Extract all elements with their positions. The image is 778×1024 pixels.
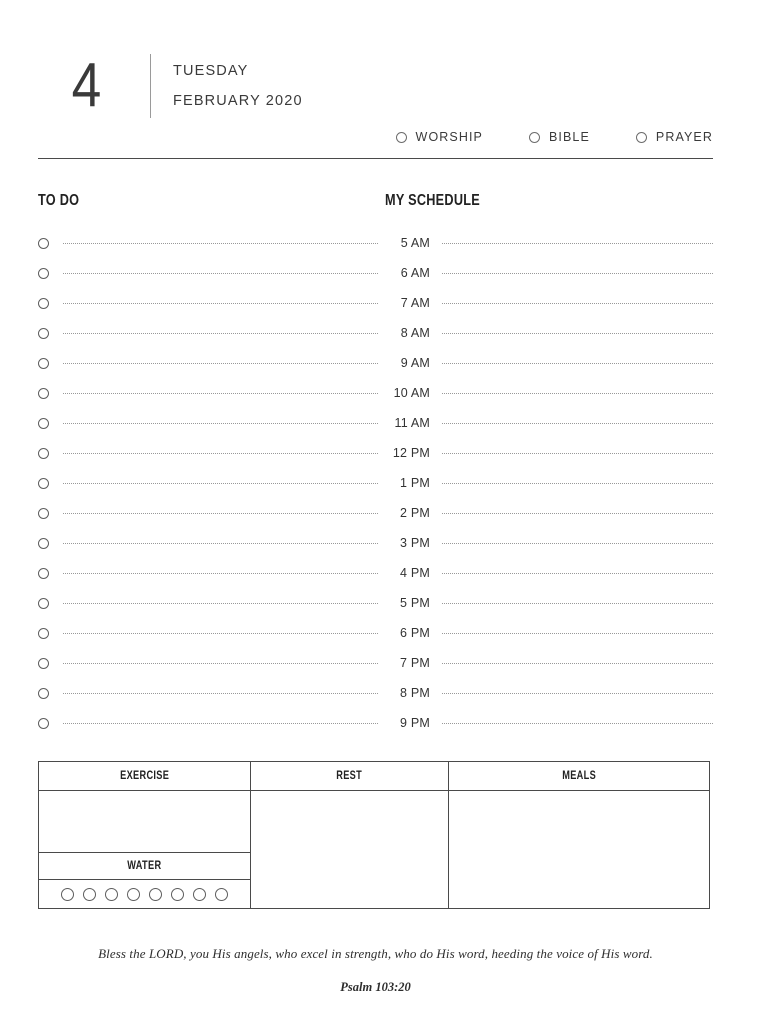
schedule-write-line[interactable] [442, 513, 713, 514]
circle-checkbox-icon[interactable] [636, 132, 647, 143]
todo-write-line[interactable] [63, 723, 378, 724]
todo-row[interactable] [38, 618, 378, 648]
water-tracker [39, 880, 250, 908]
todo-row[interactable] [38, 678, 378, 708]
circle-checkbox-icon[interactable] [38, 508, 49, 519]
todo-row[interactable] [38, 528, 378, 558]
circle-checkbox-icon[interactable] [38, 298, 49, 309]
schedule-row[interactable] [382, 348, 713, 378]
schedule-write-line[interactable] [442, 273, 713, 274]
circle-checkbox-icon[interactable] [396, 132, 407, 143]
schedule-time-label: 9 PM [400, 716, 430, 730]
schedule-time-label: 7 PM [400, 656, 430, 670]
circle-checkbox-icon[interactable] [38, 388, 49, 399]
todo-write-line[interactable] [63, 543, 378, 544]
schedule-write-line[interactable] [442, 543, 713, 544]
header-date-labels [173, 63, 303, 109]
schedule-row[interactable] [382, 528, 713, 558]
todo-row[interactable] [38, 558, 378, 588]
schedule-time-label: 4 PM [400, 566, 430, 580]
todo-write-line[interactable] [63, 573, 378, 574]
todo-write-line[interactable] [63, 453, 378, 454]
devotion-label: PRAYER [655, 130, 713, 144]
circle-checkbox-icon[interactable] [38, 718, 49, 729]
schedule-row[interactable] [382, 708, 713, 738]
schedule-time-label: 8 PM [400, 686, 430, 700]
rest-label: REST [336, 770, 363, 782]
circle-checkbox-icon[interactable] [529, 132, 540, 143]
water-circle-icon[interactable] [83, 888, 96, 901]
circle-checkbox-icon[interactable] [38, 688, 49, 699]
todo-row[interactable] [38, 228, 378, 258]
todo-write-line[interactable] [63, 483, 378, 484]
schedule-write-line[interactable] [442, 303, 713, 304]
water-circle-icon[interactable] [215, 888, 228, 901]
water-circle-icon[interactable] [149, 888, 162, 901]
schedule-time-label: 8 AM [400, 326, 430, 340]
schedule-write-line[interactable] [442, 363, 713, 364]
schedule-time-label: 5 AM [400, 236, 430, 250]
exercise-input-area[interactable] [39, 791, 250, 852]
schedule-time-label: 6 PM [400, 626, 430, 640]
todo-write-line[interactable] [63, 663, 378, 664]
meals-label: MEALS [562, 770, 596, 782]
schedule-row[interactable] [382, 378, 713, 408]
water-circle-icon[interactable] [193, 888, 206, 901]
schedule-write-line[interactable] [442, 723, 713, 724]
todo-write-line[interactable] [63, 393, 378, 394]
rest-input-area[interactable] [251, 791, 448, 908]
schedule-row[interactable] [382, 678, 713, 708]
schedule-write-line[interactable] [442, 603, 713, 604]
schedule-time-label: 9 AM [400, 356, 430, 370]
todo-write-line[interactable] [63, 363, 378, 364]
schedule-row[interactable] [382, 438, 713, 468]
schedule-time-label: 7 AM [400, 296, 430, 310]
schedule-row[interactable] [382, 618, 713, 648]
circle-checkbox-icon[interactable] [38, 448, 49, 459]
exercise-label: EXERCISE [119, 770, 170, 782]
todo-write-line[interactable] [63, 243, 378, 244]
todo-write-line[interactable] [63, 603, 378, 604]
todo-row[interactable] [38, 588, 378, 618]
water-label: WATER [127, 860, 162, 872]
circle-checkbox-icon[interactable] [38, 358, 49, 369]
schedule-time-label: 11 AM [394, 416, 430, 430]
schedule-row[interactable] [382, 318, 713, 348]
todo-row[interactable] [38, 288, 378, 318]
circle-checkbox-icon[interactable] [38, 628, 49, 639]
todo-heading: TO DO [38, 192, 80, 209]
todo-row[interactable] [38, 378, 378, 408]
schedule-write-line[interactable] [442, 483, 713, 484]
tracker-column-exercise [39, 762, 251, 908]
schedule-time-label: 3 PM [400, 536, 430, 550]
circle-checkbox-icon[interactable] [38, 238, 49, 249]
water-circle-icon[interactable] [171, 888, 184, 901]
water-circle-icon[interactable] [61, 888, 74, 901]
schedule-time-label: 5 PM [400, 596, 430, 610]
circle-checkbox-icon[interactable] [38, 478, 49, 489]
devotion-checklist [38, 130, 713, 144]
exercise-header [39, 762, 250, 791]
devotion-item-worship[interactable] [396, 130, 483, 144]
meals-input-area[interactable] [449, 791, 709, 908]
schedule-time-label: 1 PM [400, 476, 430, 490]
schedule-write-line[interactable] [442, 393, 713, 394]
circle-checkbox-icon[interactable] [38, 538, 49, 549]
todo-row[interactable] [38, 258, 378, 288]
schedule-write-line[interactable] [442, 693, 713, 694]
todo-row[interactable] [38, 348, 378, 378]
schedule-heading: MY SCHEDULE [385, 192, 480, 209]
todo-write-line[interactable] [63, 333, 378, 334]
devotion-item-prayer[interactable] [636, 130, 713, 144]
todo-list [38, 228, 378, 738]
month-year-label: FEBRUARY 2020 [173, 93, 303, 109]
circle-checkbox-icon[interactable] [38, 418, 49, 429]
circle-checkbox-icon[interactable] [38, 568, 49, 579]
todo-row[interactable] [38, 648, 378, 678]
schedule-row[interactable] [382, 648, 713, 678]
circle-checkbox-icon[interactable] [38, 328, 49, 339]
footer [38, 946, 713, 995]
schedule-time-label: 12 PM [392, 446, 430, 460]
todo-row[interactable] [38, 438, 378, 468]
schedule-row[interactable] [382, 558, 713, 588]
schedule-write-line[interactable] [442, 453, 713, 454]
weekday-label: TUESDAY [173, 63, 249, 79]
schedule-write-line[interactable] [442, 333, 713, 334]
day-number: 4 [71, 51, 101, 120]
schedule-time-label: 10 AM [393, 386, 430, 400]
todo-write-line[interactable] [63, 693, 378, 694]
todo-write-line[interactable] [63, 273, 378, 274]
tracker-column-meals [449, 762, 709, 908]
header-rule [38, 158, 713, 159]
devotion-label: WORSHIP [415, 130, 483, 144]
schedule-time-label: 2 PM [400, 506, 430, 520]
todo-write-line[interactable] [63, 303, 378, 304]
scripture-citation: Psalm 103:20 [340, 980, 411, 994]
circle-checkbox-icon[interactable] [38, 658, 49, 669]
water-header [39, 852, 250, 880]
tracker-column-rest [251, 762, 449, 908]
todo-write-line[interactable] [63, 423, 378, 424]
schedule-row[interactable] [382, 588, 713, 618]
devotion-item-bible[interactable] [529, 130, 590, 144]
rest-header [251, 762, 448, 791]
water-circle-icon[interactable] [127, 888, 140, 901]
circle-checkbox-icon[interactable] [38, 598, 49, 609]
water-circle-icon[interactable] [105, 888, 118, 901]
schedule-row[interactable] [382, 468, 713, 498]
schedule-list [382, 228, 713, 738]
header-divider [150, 54, 151, 118]
todo-row[interactable] [38, 408, 378, 438]
schedule-row[interactable] [382, 228, 713, 258]
todo-write-line[interactable] [63, 513, 378, 514]
schedule-write-line[interactable] [442, 243, 713, 244]
schedule-row[interactable] [382, 258, 713, 288]
todo-row[interactable] [38, 708, 378, 738]
page-header [38, 44, 713, 128]
schedule-row[interactable] [382, 498, 713, 528]
scripture-verse: Bless the LORD, you His angels, who excel in strength, who do His word, heeding the voice of His word. [98, 946, 653, 961]
schedule-time-label: 6 AM [400, 266, 430, 280]
meals-header [449, 762, 709, 791]
todo-row[interactable] [38, 468, 378, 498]
schedule-write-line[interactable] [442, 663, 713, 664]
schedule-row[interactable] [382, 408, 713, 438]
todo-row[interactable] [38, 498, 378, 528]
schedule-write-line[interactable] [442, 633, 713, 634]
schedule-write-line[interactable] [442, 423, 713, 424]
circle-checkbox-icon[interactable] [38, 268, 49, 279]
todo-row[interactable] [38, 318, 378, 348]
schedule-write-line[interactable] [442, 573, 713, 574]
schedule-row[interactable] [382, 288, 713, 318]
tracker-table [38, 761, 710, 909]
todo-write-line[interactable] [63, 633, 378, 634]
devotion-label: BIBLE [548, 130, 590, 144]
